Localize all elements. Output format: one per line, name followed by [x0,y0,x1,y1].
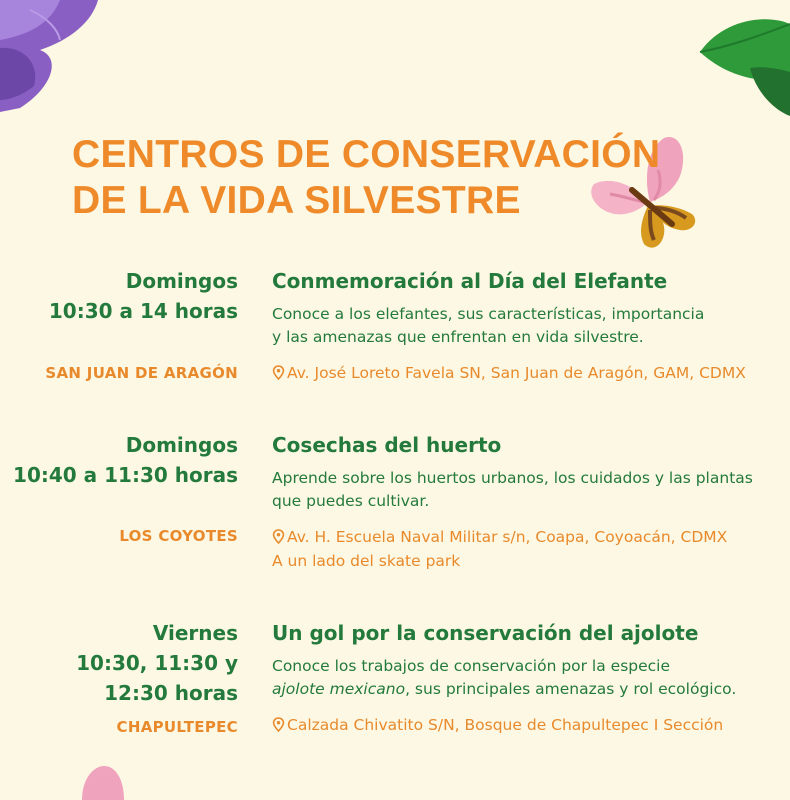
event-schedule [49,266,238,326]
event-details [272,430,772,513]
event-description: Conoce a los elefantes, sus características, importancia y las amenazas que enfrentan en vida silvestre. [272,305,705,346]
event-time: 12:30 horas [104,681,238,705]
purple-flower-icon [0,0,100,112]
event-description: Aprende sobre los huertos urbanos, los cuidados y las plantas que puedes cultivar. [272,469,753,510]
location-pin-icon [272,365,285,380]
event-title: Un gol por la conservación del ajolote [272,621,699,645]
event-schedule [76,618,238,708]
page-title: CENTROS DE CONSERVACIÓN DE LA VIDA SILVESTRE [72,133,661,222]
event-schedule [13,430,238,490]
location-pin-icon [272,529,285,544]
green-leaf-icon [698,12,790,116]
description-line-italic: ajolote mexicano, sus principales amenazas y rol ecológico. [272,680,737,698]
event-day: Domingos [125,269,238,293]
event-day: Viernes [152,621,238,645]
event-details [272,618,772,701]
location-pin-icon [272,717,285,732]
event-address: Calzada Chivatito S/N, Bosque de Chapultepec I Sección [272,713,723,737]
pink-petal-icon [78,766,126,800]
event-title: Conmemoración al Día del Elefante [272,269,668,293]
event-address: Av. José Loreto Favela SN, San Juan de Aragón, GAM, CDMX [272,361,746,385]
event-address: Av. H. Escuela Naval Militar s/n, Coapa, Coyoacán, CDMX A un lado del skate park [272,528,728,570]
event-venue: SAN JUAN DE ARAGÓN [45,364,238,382]
event-description: Conoce los trabajos de conservación por la especie ajolote mexicano, sus principales amenazas y rol ecológico. [272,655,772,701]
event-venue: LOS COYOTES [119,527,238,545]
event-venue: CHAPULTEPEC [116,718,238,736]
event-time: 10:30, 11:30 y [76,651,238,675]
event-title: Cosechas del huerto [272,433,502,457]
event-time: 10:30 a 14 horas [48,299,238,323]
event-details [272,266,772,349]
event-time: 10:40 a 11:30 horas [13,463,238,487]
event-day: Domingos [125,433,238,457]
